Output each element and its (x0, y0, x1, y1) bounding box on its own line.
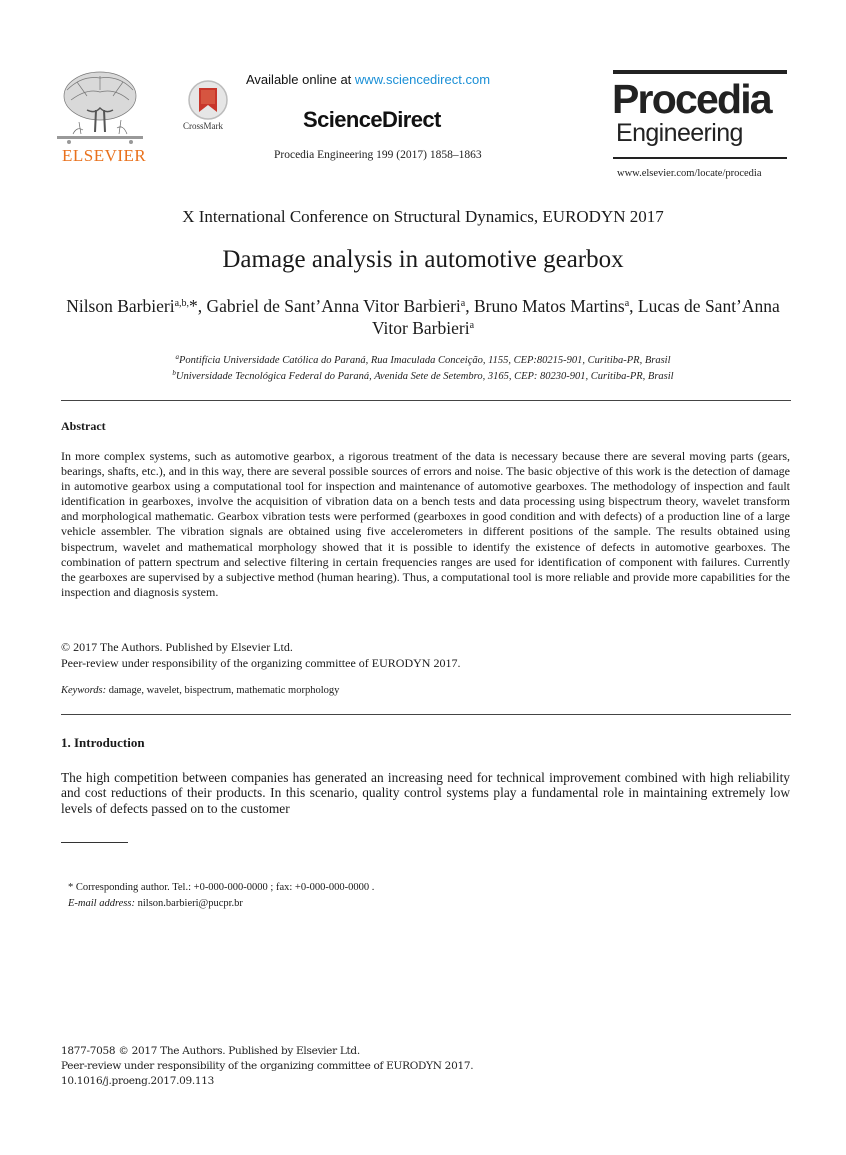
platform-brand: ScienceDirect (303, 107, 441, 132)
divider (61, 714, 791, 715)
journal-title-line1: Procedia (612, 76, 771, 122)
introduction-text: The high competition between companies has generated an increasing need for technical improvement combined with high reliability and cost reductions of their products. In this scenario, quality control systems play a fundamental role in maintaining extremely low levels of defects passed on to the customer (61, 770, 790, 816)
keywords-list: damage, wavelet, bispectrum, mathematic morphology (108, 685, 340, 696)
journal-url[interactable]: www.elsevier.com/locate/procedia (617, 168, 762, 179)
corresponding-mark: * (189, 296, 198, 316)
affiliations (0, 353, 846, 385)
email-label: E-mail address: (68, 898, 135, 909)
available-online-line (246, 72, 490, 87)
email-footnote (68, 898, 243, 909)
paper-title: Damage analysis in automotive gearbox (222, 246, 624, 273)
doi-link[interactable]: 10.1016/j.proeng.2017.09.113 (61, 1075, 215, 1087)
author-affiliation-mark: a,b, (174, 298, 190, 309)
copyright-notice: © 2017 The Authors. Published by Elsevier Ltd. (61, 640, 293, 654)
footer-peer-review: Peer-review under responsibility of the organizing committee of EURODYN 2017. (61, 1060, 474, 1072)
sciencedirect-link[interactable]: www.sciencedirect.com (354, 72, 491, 87)
peer-review-notice: Peer-review under responsibility of the organizing committee of EURODYN 2017. (61, 656, 461, 670)
journal-title-line2: Engineering (616, 119, 743, 147)
abstract-text: In more complex systems, such as automotive gearbox, a rigorous treatment of the data is necessary because there are several moving parts (gears, bearings, shafts, etc.), and in this way, there are several possible sources of errors and noise. The basic objective of this work is the detection of damage in automotive gearbox using a computational tool for inspection and maintenance of automotive gearboxes. The methodology of inspection and fault identification in gearboxes, involve the acquisition of vibration data on a bench tests and data processing using bispectrum theory, wavelet transform and morphological mathematic. Gearbox vibration tests were performed (gearboxes in good condition and with defects) of a production line of a large vehicle assembler. The vibration signals are obtained using five accelerometers in different positions of the sample. The results obtained using bispectrum, wavelet and mathematical morphology showed that it is possible to identify the existence of defects in automotive gearboxes. The combination of pattern spectrum and selective filtering in certain frequencies ranges are used for identification of component with failures. Currently the gearboxes are supervised by a subjective method (human hearing). Thus, a computational tool is more reliable and provide more capabilities for the inspection and diagnosis system. (61, 449, 790, 599)
author-affiliation-mark: a (624, 298, 630, 309)
affiliation-item: $^b$Universidade Tecnológica Federal do Paraná, Avenida Sete de Setembro, 3165, CEP: 80230-901, Curitiba-PR, Brasil (172, 369, 674, 382)
author-name: Nilson Barbieri (66, 296, 175, 316)
section-heading-introduction: 1. Introduction (61, 735, 145, 750)
author-affiliation-mark: a (460, 298, 466, 309)
keywords (61, 685, 339, 696)
issn-line: 1877-7058 © 2017 The Authors. Published by Elsevier Ltd. (61, 1045, 360, 1057)
affiliation-item: $^a$Pontifícia Universidade Católica do Paraná, Rua Imaculada Conceição, 1155, CEP:80215-901, Curitiba-PR, Brasil (175, 353, 671, 366)
author-affiliation-mark: a (469, 320, 475, 331)
author-name: Gabriel de Sant’Anna Vitor Barbieri (206, 296, 461, 316)
journal-reference: Procedia Engineering 199 (2017) 1858–1863 (274, 149, 482, 161)
publisher-name: ELSEVIER (62, 146, 147, 165)
author-name: Lucas de Sant’Anna Vitor Barbieri (371, 296, 780, 338)
journal-logo-rule-bottom (613, 157, 787, 159)
footnote-rule (61, 842, 128, 843)
keywords-label: Keywords: (61, 685, 107, 696)
divider (61, 400, 791, 401)
author-list: Nilson Barbieri$^{a,b,}$*, Gabriel de Sant’Anna Vitor Barbieri$^a$, Bruno Matos Martins$^a$, Lucas de Sant’Anna Vitor Barbieri$^a$ (66, 296, 780, 338)
conference-name: X International Conference on Structural Dynamics, EURODYN 2017 (182, 207, 664, 226)
crossmark-label: CrossMark (183, 121, 223, 131)
abstract-heading: Abstract (61, 419, 106, 433)
journal-logo-rule-top (613, 70, 787, 74)
author-name: Bruno Matos Martins (473, 296, 625, 316)
email-address[interactable]: nilson.barbieri@pucpr.br (137, 898, 243, 909)
available-prefix: Available online at (246, 72, 352, 87)
corresponding-author-footnote: * Corresponding author. Tel.: +0-000-000-0000 ; fax: +0-000-000-0000 . (68, 882, 375, 893)
